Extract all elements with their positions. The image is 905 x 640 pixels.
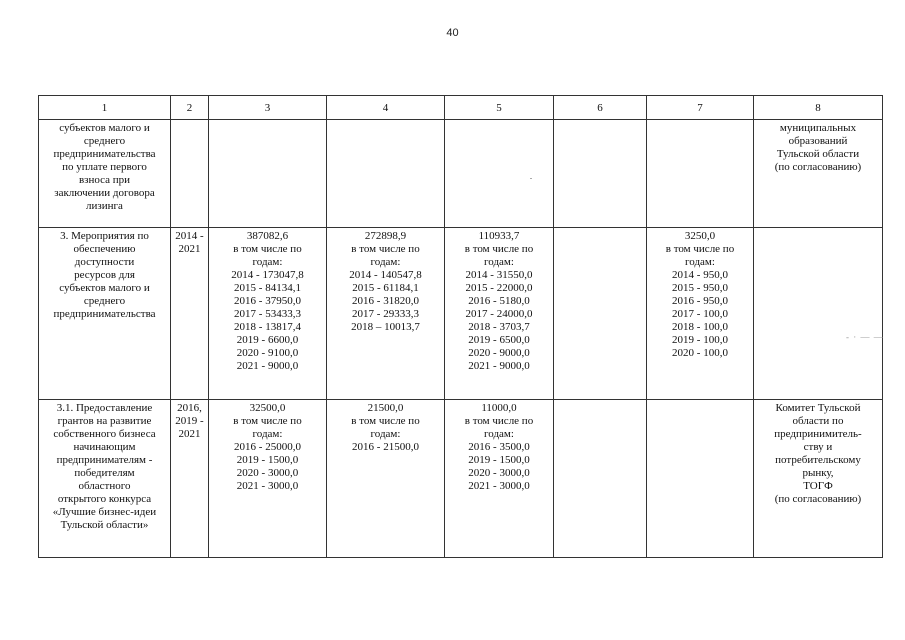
table-row bbox=[39, 400, 883, 558]
funding-column-7-cell: 3250,0 в том числе по годам: 2014 - 950,0 2015 - 950,0 2016 - 950,0 2017 - 100,0 2018 - 100,0 2019 - 100,0 2020 - 100,0 bbox=[647, 228, 754, 400]
funding-column-5-cell: 11000,0 в том числе по годам: 2016 - 3500,0 2019 - 1500,0 2020 - 3000,0 2021 - 3000,0 bbox=[445, 400, 554, 558]
column-header: 1 bbox=[39, 96, 171, 120]
responsible-cell bbox=[754, 228, 883, 400]
funding-column-6-cell bbox=[554, 400, 647, 558]
measure-name-cell: 3. Мероприятия по обеспечению доступности ресурсов для субъектов малого и среднего предпринимательства bbox=[39, 228, 171, 400]
measure-name-cell: 3.1. Предоставление грантов на развитие собственного бизнеса начинающим предпринимателям - победителям областного открытого конкурса «Лучшие бизнес-идеи Тульской области» bbox=[39, 400, 171, 558]
table-row bbox=[39, 120, 883, 228]
total-funding-cell: 32500,0 в том числе по годам: 2016 - 25000,0 2019 - 1500,0 2020 - 3000,0 2021 - 3000,0 bbox=[209, 400, 327, 558]
total-funding-cell bbox=[209, 120, 327, 228]
scan-dash-mark: - · — — bbox=[846, 332, 884, 342]
funding-column-5-cell: 110933,7 в том числе по годам: 2014 - 31550,0 2015 - 22000,0 2016 - 5180,0 2017 - 24000,0 2018 - 3703,7 2019 - 6500,0 2020 - 9000,0 2021 - 9000,0 bbox=[445, 228, 554, 400]
funding-column-6-cell bbox=[554, 120, 647, 228]
column-header: 8 bbox=[754, 96, 883, 120]
page-number: 40 bbox=[446, 27, 459, 39]
period-cell bbox=[171, 120, 209, 228]
funding-column-7-cell bbox=[647, 120, 754, 228]
column-header: 2 bbox=[171, 96, 209, 120]
funding-column-7-cell bbox=[647, 400, 754, 558]
funding-column-4-cell: 272898,9 в том числе по годам: 2014 - 140547,8 2015 - 61184,1 2016 - 31820,0 2017 - 29333,3 2018 – 10013,7 bbox=[327, 228, 445, 400]
header-row bbox=[39, 96, 883, 120]
period-cell: 2014 - 2021 bbox=[171, 228, 209, 400]
table-row bbox=[39, 228, 883, 400]
period-cell: 2016, 2019 - 2021 bbox=[171, 400, 209, 558]
funding-column-5-cell bbox=[445, 120, 554, 228]
column-header: 5 bbox=[445, 96, 554, 120]
funding-column-4-cell bbox=[327, 120, 445, 228]
column-header: 4 bbox=[327, 96, 445, 120]
column-header: 7 bbox=[647, 96, 754, 120]
total-funding-cell: 387082,6 в том числе по годам: 2014 - 173047,8 2015 - 84134,1 2016 - 37950,0 2017 - 53433,3 2018 - 13817,4 2019 - 6600,0 2020 - 9100,0 2021 - 9000,0 bbox=[209, 228, 327, 400]
responsible-cell: Комитет Тульской области по предпринимитель- ству и потребительскому рынку, ТОГФ (по согласованию) bbox=[754, 400, 883, 558]
scan-speck bbox=[530, 178, 532, 179]
program-table bbox=[38, 95, 883, 558]
funding-column-6-cell bbox=[554, 228, 647, 400]
column-header: 3 bbox=[209, 96, 327, 120]
column-header: 6 bbox=[554, 96, 647, 120]
measure-name-cell: субъектов малого и среднего предпринимательства по уплате первого взноса при заключении договора лизинга bbox=[39, 120, 171, 228]
funding-column-4-cell: 21500,0 в том числе по годам: 2016 - 21500,0 bbox=[327, 400, 445, 558]
responsible-cell: муниципальных образований Тульской области (по согласованию) bbox=[754, 120, 883, 228]
